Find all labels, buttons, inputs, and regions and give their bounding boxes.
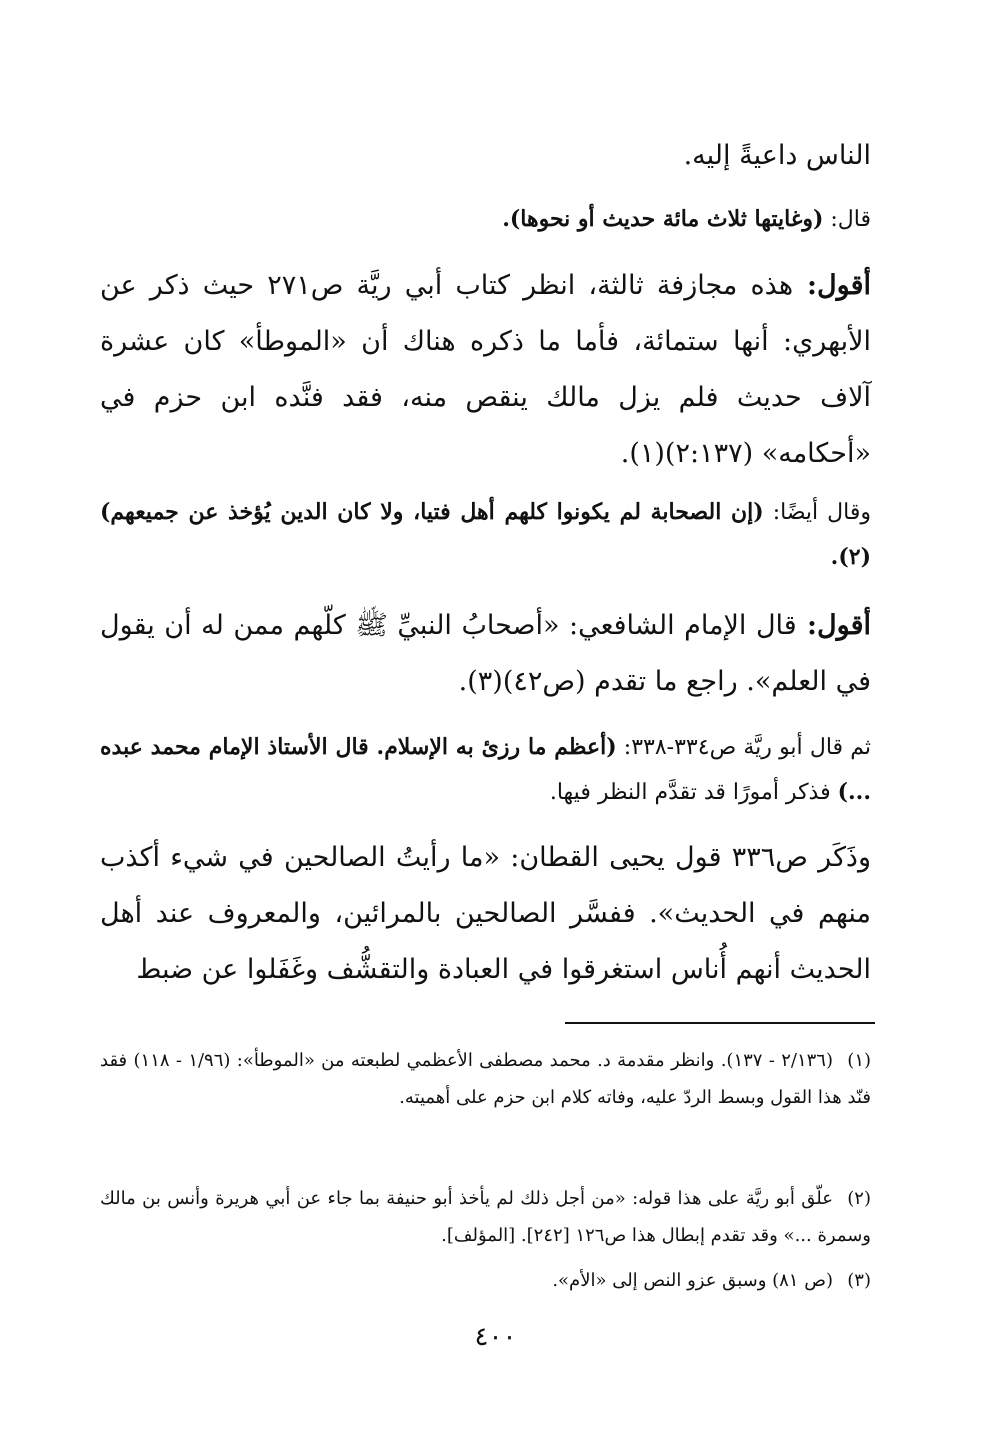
quote-outro: فذكر أمورًا قد تقدَّم النظر فيها. bbox=[549, 780, 838, 805]
paragraph-response-1 bbox=[100, 258, 871, 482]
paragraph-continuation bbox=[100, 128, 871, 184]
paragraph-response-2 bbox=[100, 598, 871, 710]
footnote-number: (٢) bbox=[847, 1188, 871, 1209]
paragraph-quote-2 bbox=[100, 490, 871, 580]
quoted-text: (إن الصحابة لم يكونوا كلهم أهل فتيا، ولا كان الدين يُؤخذ عن جميعهم)(٢). bbox=[100, 499, 871, 570]
paragraph-text: الناس داعيةً إليه. bbox=[683, 140, 871, 171]
response-text: هذه مجازفة ثالثة، انظر كتاب أبي ريَّة ص٢٧١ حيث ذكر عن الأبهري: أنها ستمائة، فأما ما ذكره هناك أن «الموطأ» كان عشرة آلاف حديث فلم يزل مالك ينقص منه، فقد فنَّده ابن حزم في «أحكامه» (٢:١٣٧)(١). bbox=[100, 270, 871, 469]
footnote-text: علّق أبو ريَّة على هذا قوله: «من أجل ذلك لم يأخذ أبو حنيفة بما جاء عن أبي هريرة وأنس بن مالك وسمرة ...» وقد تقدم إبطال هذا ص١٢٦ [٢٤٢]. [المؤلف]. bbox=[100, 1188, 871, 1246]
quote-intro: قال: bbox=[823, 207, 871, 232]
response-lead: أقول: bbox=[793, 270, 871, 301]
response-lead: أقول: bbox=[796, 610, 871, 641]
quoted-text: (أعظم ما رزئ به الإسلام. قال الأستاذ الإمام محمد عبده ...) bbox=[100, 734, 871, 805]
footnote-number: (٣) bbox=[847, 1270, 871, 1291]
footnote-text: (ص ٨١) وسبق عزو النص إلى «الأم». bbox=[552, 1270, 833, 1291]
paragraph-text: وذَكَر ص٣٣٦ قول يحيى القطان: «ما رأيتُ الصالحين في شيء أكذب منهم في الحديث». ففسَّر الصالحين بالمرائين، والمعروف عند أهل الحديث أنهم أُناس استغرقوا في العبادة والتقشُّف وغَفَلوا عن ضبط bbox=[100, 842, 871, 985]
paragraph-quote-3 bbox=[100, 725, 871, 815]
footnote-2 bbox=[100, 1180, 871, 1254]
quoted-text: (وغايتها ثلاث مائة حديث أو نحوها). bbox=[502, 206, 824, 232]
paragraph-response-3 bbox=[100, 830, 871, 998]
footnote-text: (٢/١٣٦ - ١٣٧). وانظر مقدمة د. محمد مصطفى الأعظمي لطبعته من «الموطأ»: (١/٩٦ - ١١٨) فقد فنّد هذا القول وبسط الردّ عليه، وفاته كلام ابن حزم على أهميته. bbox=[100, 1050, 871, 1108]
response-text: قال الإمام الشافعي: «أصحابُ النبيِّ ﷺ كلّهم ممن له أن يقول في العلم». راجع ما تقدم (ص٤٢)(٣). bbox=[100, 610, 871, 697]
paragraph-quote-1 bbox=[100, 197, 871, 242]
quote-intro: وقال أيضًا: bbox=[763, 500, 871, 525]
quote-intro: ثم قال أبو ريَّة ص٣٣٤-٣٣٨: bbox=[616, 735, 871, 760]
footnote-separator bbox=[565, 1022, 875, 1024]
footnote-number: (١) bbox=[847, 1050, 872, 1071]
footnote-3 bbox=[100, 1262, 871, 1299]
page-number: ٤٠٠ bbox=[474, 1322, 517, 1352]
footnote-1 bbox=[100, 1042, 871, 1116]
